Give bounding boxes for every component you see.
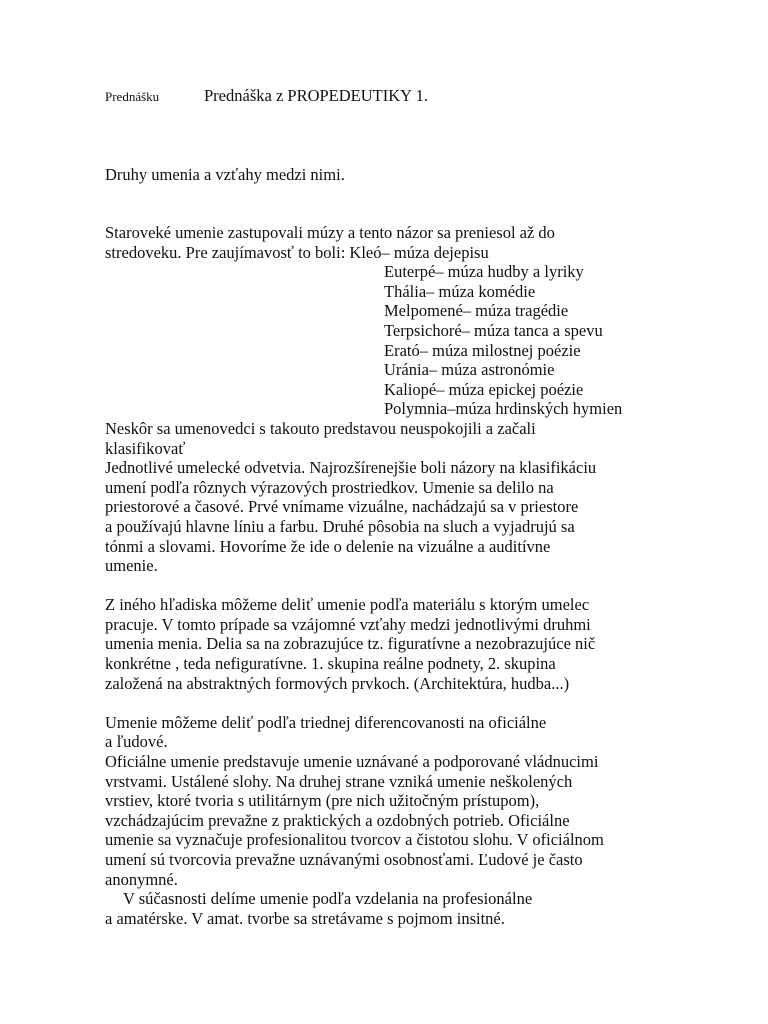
paragraph-line: konkrétne , teda nefiguratívne. 1. skupina reálne podnety, 2. skupina (105, 654, 556, 674)
paragraph-line: umenia menia. Delia sa na zobrazujúce tz. figuratívne a nezobrazujúce nič (105, 634, 596, 654)
lecture-title: Prednáška z PROPEDEUTIKY 1. (204, 86, 428, 105)
paragraph-gap (105, 576, 685, 596)
paragraph-line: a používajú hlavne líniu a farbu. Druhé pôsobia na sluch a vyjadrujú sa (105, 516, 575, 536)
intro-line: Staroveké umenie zastupovali múzy a tento názor sa preniesol až do (105, 223, 555, 242)
paragraph-line: Z iného hľadiska môžeme deliť umenie podľa materiálu s ktorým umelec (105, 595, 590, 615)
paragraph-line: pracuje. V tomto prípade sa vzájomné vzťahy medzi jednotlivými druhmi (105, 614, 591, 634)
muse-item: Erató– múza milostnej poézie (384, 340, 581, 360)
muse-item: Euterpé– múza hudby a lyriky (384, 262, 584, 282)
paragraph-line: a amatérske. V amat. tvorbe sa stretávame s pojmom insitné. (105, 908, 505, 928)
lecture-header (105, 86, 428, 106)
paragraph-line: vrstiev, ktoré tvoria s utilitárnym (pre nich užitočným prístupom), (105, 791, 540, 811)
section-title: Druhy umenia a vzťahy medzi nimi. (105, 165, 345, 184)
paragraph-line: Umenie môžeme deliť podľa triednej diferencovanosti na oficiálne (105, 712, 547, 732)
paragraph-line: tónmi a slovami. Hovoríme že ide o delenie na vizuálne a auditívne (105, 536, 551, 556)
muse-item: Terpsichoré– múza tanca a spevu (384, 320, 603, 340)
paragraph-line: založená na abstraktných formových prvkoch. (Architektúra, hudba...) (105, 673, 570, 693)
paragraph-line: vrstvami. Ustálené slohy. Na druhej strane vzniká umenie neškolených (105, 771, 573, 791)
paragraph-line: a ľudové. (105, 732, 168, 752)
paragraph-line: Neskôr sa umenovedci s takouto predstavou neuspokojili a začali (105, 418, 536, 438)
paragraph-line: klasifikovať (105, 438, 186, 458)
paragraph-line: priestorové a časové. Prvé vnímame vizuálne, nachádzajú sa v priestore (105, 497, 579, 517)
paragraph-line: Jednotlivé umelecké odvetvia. Najrozšírenejšie boli názory na klasifikáciu (105, 458, 597, 478)
header-small-label: Prednášku (105, 89, 160, 104)
muse-item: Kaliopé– múza epickej poézie (384, 379, 584, 399)
document-body (105, 223, 685, 928)
muse-item: Thália– múza komédie (384, 281, 536, 301)
paragraph-line: vzchádzajúcim prevažne z praktických a ozdobných potrieb. Oficiálne (105, 810, 570, 830)
paragraph-line: umenie sa vyznačuje profesionalitou tvorcov a čistotou slohu. V oficiálnom (105, 830, 604, 850)
paragraph-line: umení sú tvorcovia prevažne uznávanými osobnosťami. Ľudové je často (105, 850, 583, 869)
paragraph-line: umenie. (105, 556, 158, 576)
muse-item: Melpomené– múza tragédie (384, 301, 569, 321)
muse-item: Uránia– múza astronómie (384, 360, 555, 380)
paragraph-line: V súčasnosti delíme umenie podľa vzdelania na profesionálne (123, 889, 533, 909)
muse-item: Polymnia–múza hrdinských hymien (384, 399, 623, 419)
intro-line: stredoveku. Pre zaujímavosť to boli: Kleó– múza dejepisu (105, 242, 489, 262)
paragraph-line: umení podľa rôznych výrazových prostriedkov. Umenie sa delilo na (105, 477, 554, 497)
paragraph-line: Oficiálne umenie predstavuje umenie uznávané a podporované vládnucimi (105, 752, 599, 772)
paragraph-line: anonymné. (105, 869, 178, 889)
paragraph-gap (105, 693, 685, 713)
